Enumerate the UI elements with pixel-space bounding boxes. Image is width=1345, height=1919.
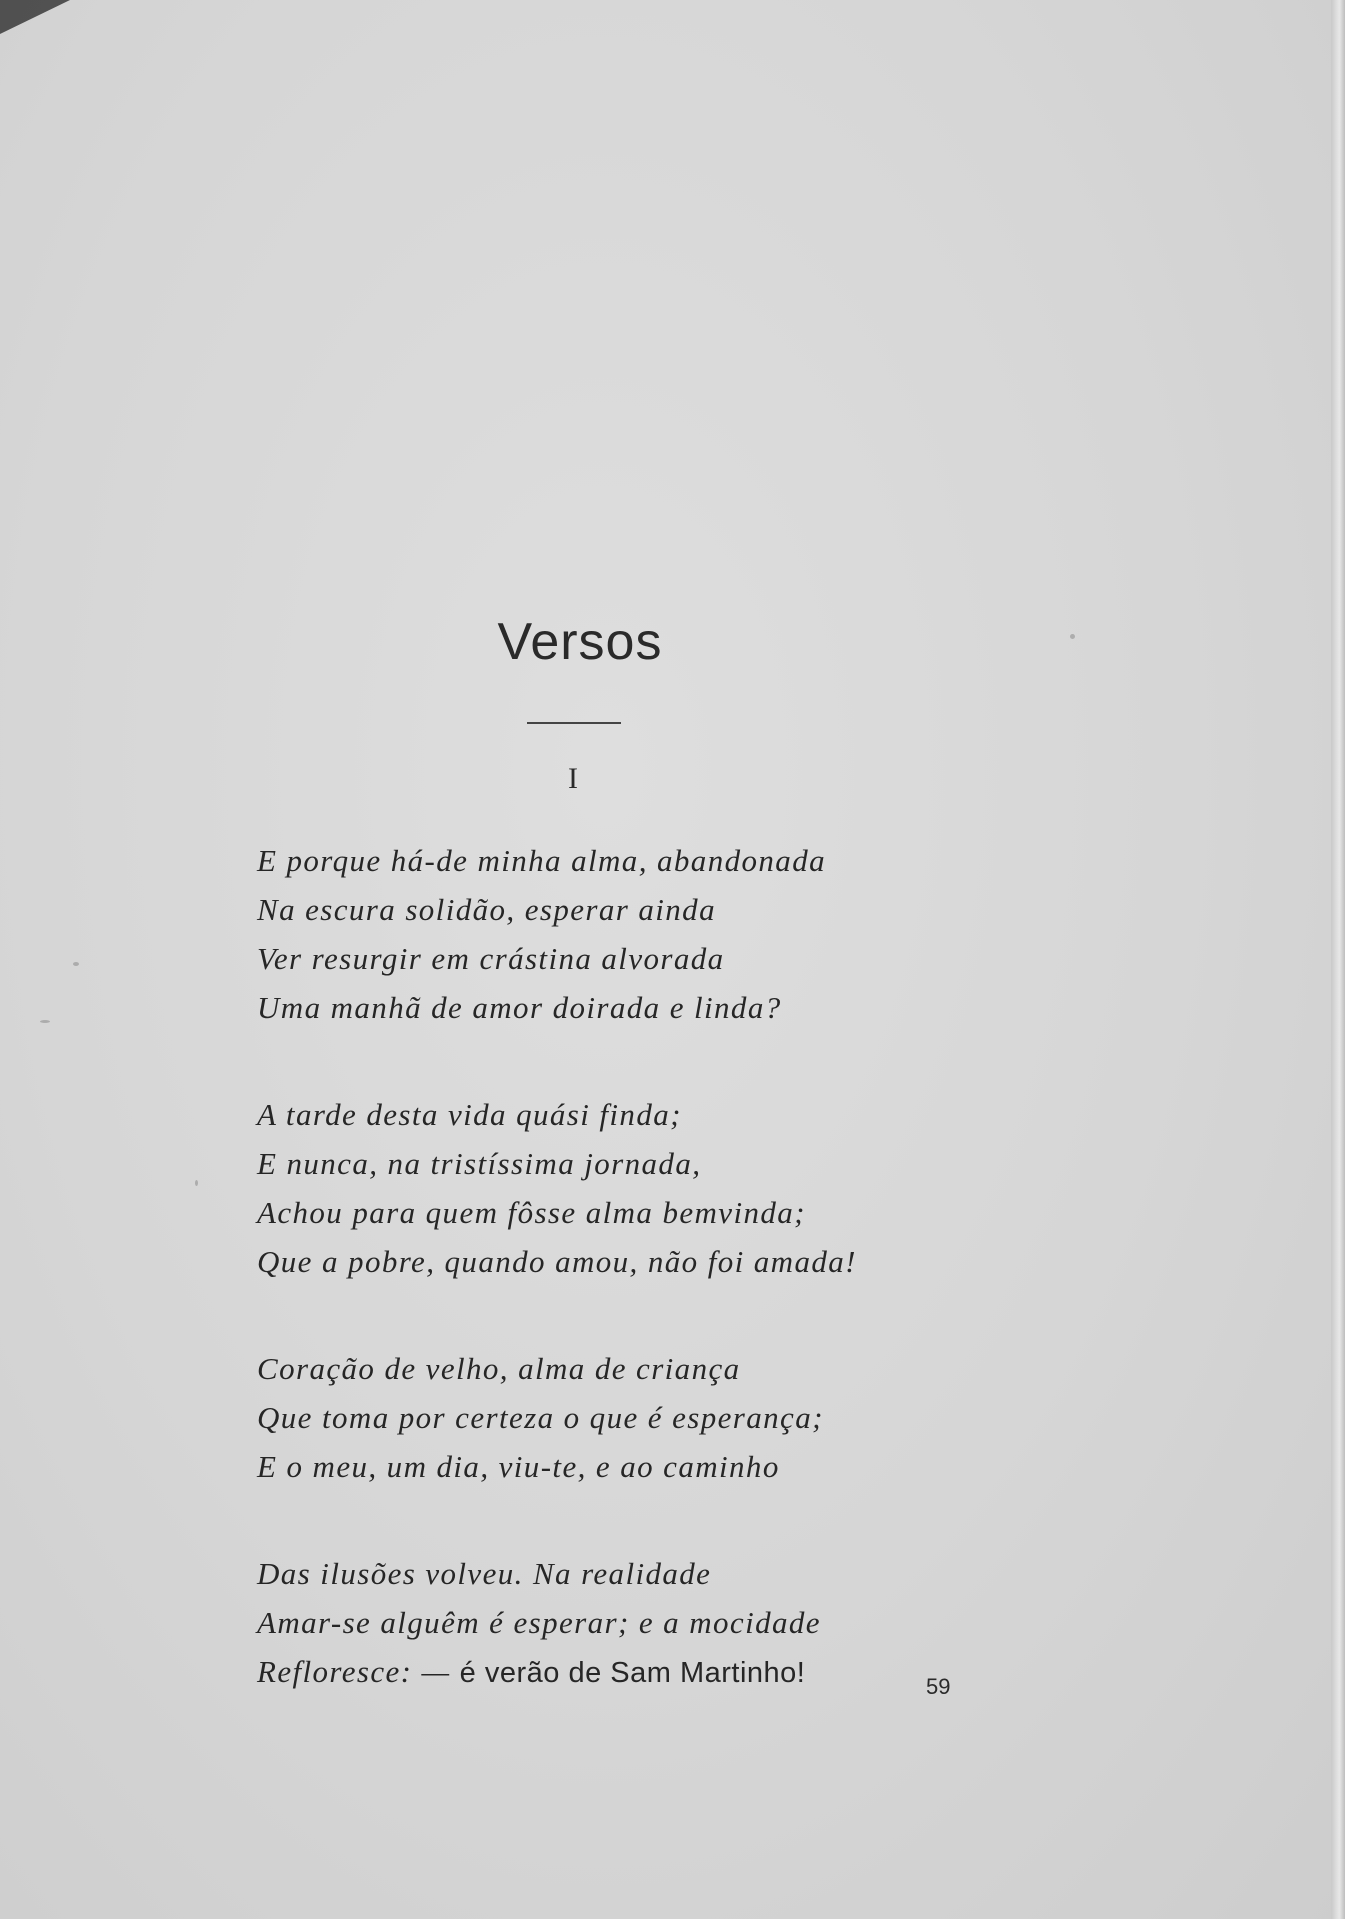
- stanza-4: [257, 1549, 957, 1698]
- verse-line: E nunca, na tristíssima jornada,: [257, 1146, 702, 1181]
- verse-line: E o meu, um dia, viu-te, e ao caminho: [257, 1449, 780, 1484]
- stanza-2: [257, 1090, 957, 1286]
- torn-corner: [0, 0, 70, 34]
- page-edge: [1331, 0, 1345, 1919]
- verse-line: Achou para quem fôsse alma bemvinda;: [257, 1195, 806, 1230]
- section-number: I: [568, 762, 578, 795]
- paper-speck: [73, 962, 79, 966]
- verse-line: Na escura solidão, esperar ainda: [257, 892, 716, 927]
- verse-line: E porque há-de minha alma, abandonada: [257, 843, 826, 878]
- verse-line-final: [257, 1647, 957, 1698]
- page-number: 59: [926, 1674, 951, 1699]
- stanza-1: [257, 836, 957, 1032]
- poem: [257, 836, 957, 1756]
- verse-line: Amar-se alguêm é esperar; e a mocidade: [257, 1605, 821, 1640]
- verse-line: A tarde desta vida quási finda;: [257, 1097, 682, 1132]
- verse-line: Ver resurgir em crástina alvorada: [257, 941, 725, 976]
- verse-line: Que toma por certeza o que é esperança;: [257, 1400, 824, 1435]
- paper-speck: [40, 1020, 50, 1023]
- verse-line: Uma manhã de amor doirada e linda?: [257, 990, 782, 1025]
- title-divider: [527, 722, 621, 724]
- verse-line: Das ilusões volveu. Na realidade: [257, 1556, 712, 1591]
- verse-line-italic-part: Refloresce: —: [257, 1654, 451, 1689]
- stanza-3: [257, 1344, 957, 1491]
- verse-line: Coração de velho, alma de criança: [257, 1351, 741, 1386]
- verse-line-upright-part: é verão de Sam Martinho!: [459, 1657, 806, 1689]
- paper-speck: [195, 1180, 198, 1186]
- page-title: Versos: [497, 613, 663, 671]
- verse-line: Que a pobre, quando amou, não foi amada!: [257, 1244, 857, 1279]
